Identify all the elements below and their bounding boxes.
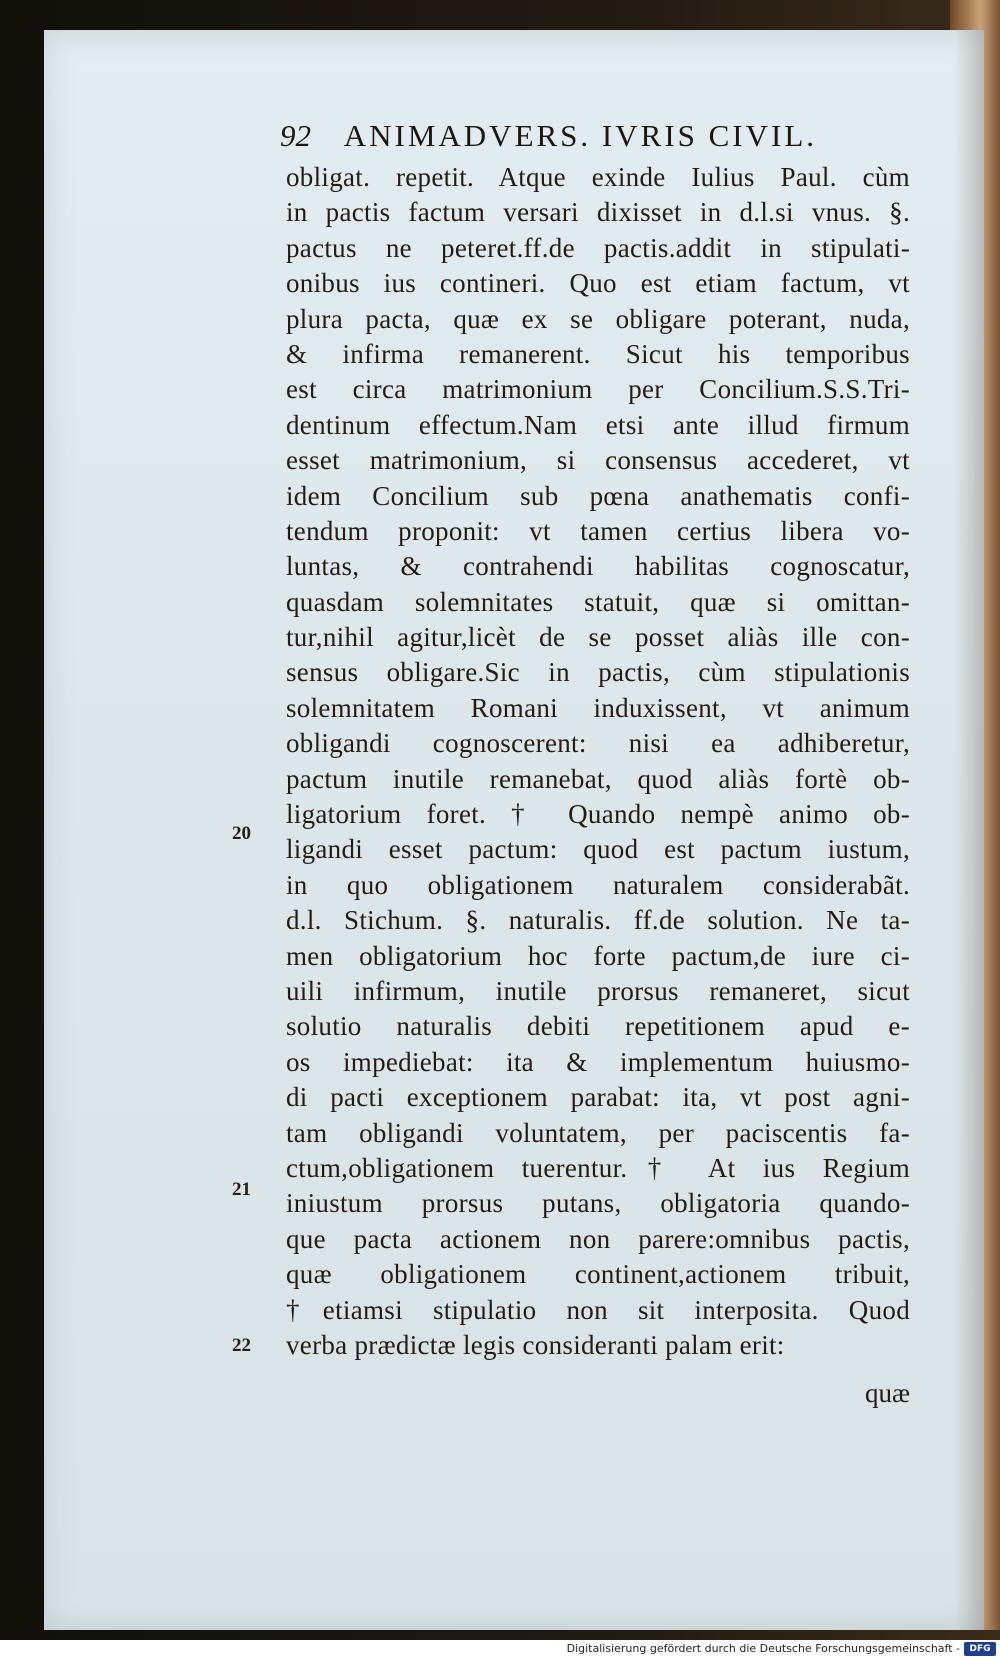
- text-line: in pactis factum versari dixisset in d.l.si vnus. §.: [286, 197, 910, 228]
- text-line: & infirma remanerent. Sicut his temporibus: [286, 338, 910, 369]
- text-line: est circa matrimonium per Concilium.S.S.Tri-: [286, 374, 910, 405]
- text-line: esset matrimonium, si consensus accederet, vt: [286, 445, 910, 476]
- text-line: ligandi esset pactum: quod est pactum iustum,: [286, 834, 910, 865]
- text-line: obligat. repetit. Atque exinde Iulius Paul. cùm: [286, 162, 910, 192]
- text-line: tur,nihil agitur,licèt de se posset aliàs ille con-: [286, 622, 910, 653]
- text-line: †etiamsi stipulatio non sit interposita. Quod: [286, 1294, 910, 1325]
- text-line: iniustum prorsus putans, obligatoria quando-: [286, 1188, 910, 1219]
- text-line: pactum inutile remanebat, quod aliàs fortè ob-: [286, 763, 910, 794]
- text-line: solutio naturalis debiti repetitionem apud e-: [286, 1011, 910, 1042]
- text-line: ligatorium foret. † Quando nempè animo ob-: [286, 799, 910, 830]
- text-line: os impediebat: ita & implementum huiusmo-: [286, 1046, 910, 1077]
- text-line: verba prædictæ legis consideranti palam erit:: [286, 1329, 785, 1360]
- margin-number: 21: [232, 1179, 251, 1200]
- text-line: ctum,obligationem tuerentur.† At ius Regium: [286, 1152, 910, 1183]
- text-line: quæ obligationem continent,actionem tribuit,: [286, 1259, 910, 1290]
- text-line: pactus ne peteret.ff.de pactis.addit in stipulati-: [286, 232, 910, 263]
- text-line: luntas, & contrahendi habilitas cognoscatur,: [286, 551, 910, 582]
- text-line: obligandi cognoscerent: nisi ea adhiberetur,: [286, 728, 910, 759]
- page-number: 92: [280, 118, 311, 153]
- text-line: uili infirmum, inutile prorsus remaneret, sicut: [286, 975, 910, 1006]
- text-line: idem Concilium sub pœna anathematis confi-: [286, 480, 910, 511]
- text-line: solemnitatem Romani induxissent, vt animum: [286, 692, 910, 723]
- text-line: men obligatorium hoc forte pactum,de iure ci-: [286, 940, 910, 971]
- text-line: que pacta actionem non parere:omnibus pactis,: [286, 1223, 910, 1254]
- footer-credit: Digitalisierung gefördert durch die Deutsche Forschungsgemeinschaft -: [566, 1642, 960, 1655]
- text-line: dentinum effectum.Nam etsi ante illud firmum: [286, 409, 910, 440]
- text-line: quasdam solemnitates statuit, quæ si omittan-: [286, 586, 910, 617]
- text-line: tam obligandi voluntatem, per paciscentis fa-: [286, 1117, 910, 1148]
- margin-number: 22: [232, 1335, 251, 1356]
- text-line: onibus ius contineri. Quo est etiam factum, vt: [286, 268, 910, 299]
- text-line: di pacti exceptionem parabat: ita, vt post agni-: [286, 1082, 910, 1113]
- dfg-logo-icon: DFG: [964, 1642, 996, 1656]
- text-line: in quo obligationem naturalem considerabãt.: [286, 869, 910, 900]
- running-head: [280, 118, 900, 158]
- text-line: plura pacta, quæ ex se obligare poterant, nuda,: [286, 303, 910, 334]
- text-line: d.l. Stichum. §. naturalis. ff.de solution. Ne ta-: [286, 905, 910, 936]
- margin-number: 20: [232, 823, 251, 844]
- footer-bar: [0, 1640, 1000, 1658]
- text-line: sensus obligare.Sic in pactis, cùm stipulationis: [286, 657, 910, 688]
- running-title: ANIMADVERS. IVRIS CIVIL.: [343, 118, 818, 153]
- text-line: tendum proponit: vt tamen certius libera vo-: [286, 515, 910, 546]
- body-text: [286, 160, 910, 1363]
- catchword: quæ: [864, 1378, 910, 1408]
